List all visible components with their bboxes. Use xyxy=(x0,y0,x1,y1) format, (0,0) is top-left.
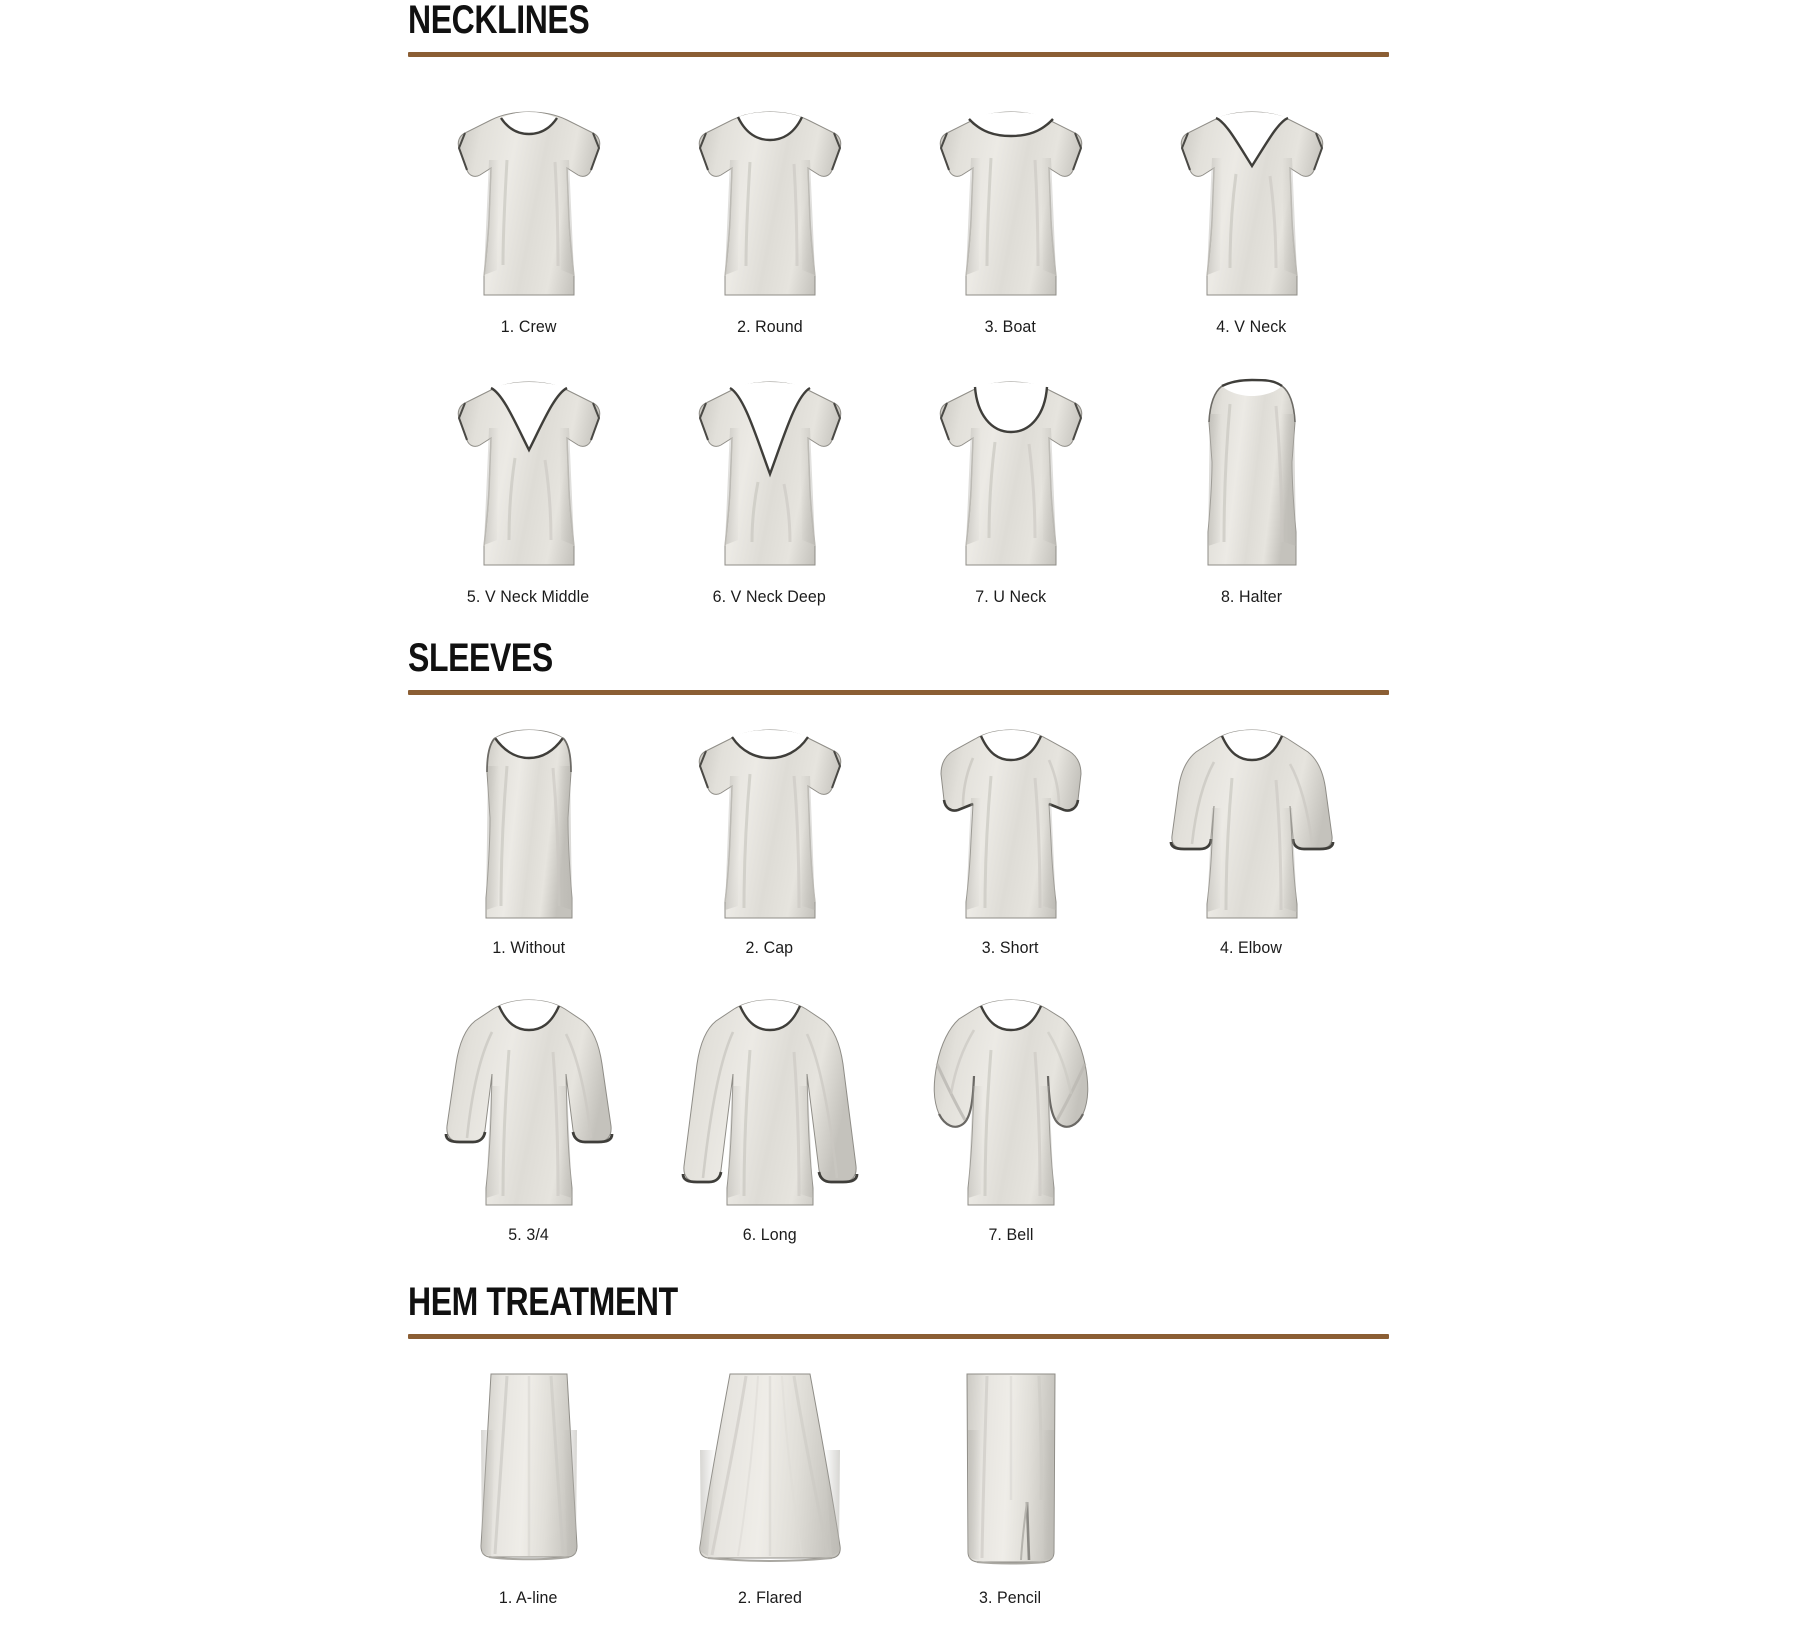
sleeve-three-quarter-icon xyxy=(429,990,629,1205)
section-sleeves xyxy=(0,638,1800,695)
hem-flared-label: 2. Flared xyxy=(737,1588,802,1607)
sleeves-header xyxy=(408,638,1389,695)
sleeve-elbow-icon xyxy=(1152,718,1352,918)
sleeves-divider xyxy=(408,690,1389,695)
neckline-v-neck-middle-label: 5. V Neck Middle xyxy=(467,587,590,606)
neckline-halter-label: 8. Halter xyxy=(1220,587,1283,606)
neckline-item-v-neck[interactable] xyxy=(1131,100,1372,337)
hem-flared-icon xyxy=(670,1370,870,1570)
hem-item-pencil[interactable] xyxy=(890,1370,1131,1608)
neckline-crew-icon xyxy=(429,100,629,295)
sleeve-item-bell[interactable] xyxy=(890,990,1131,1245)
sleeve-three-quarter-label: 5. 3/4 xyxy=(508,1225,549,1244)
sleeves-row-2 xyxy=(408,990,1389,1245)
hem-treatment-divider xyxy=(408,1334,1389,1339)
necklines-title: NECKLINES xyxy=(408,0,590,42)
sleeve-cap-label: 2. Cap xyxy=(745,938,794,957)
neckline-v-neck-label: 4. V Neck xyxy=(1216,317,1287,336)
sleeve-short-icon xyxy=(911,718,1111,918)
sleeve-without-icon xyxy=(429,718,629,918)
sleeves-row-1 xyxy=(408,718,1389,958)
necklines-row-2 xyxy=(408,370,1389,607)
neckline-crew-label: 1. Crew xyxy=(500,317,557,336)
sleeve-item-three-quarter[interactable] xyxy=(408,990,649,1245)
neckline-item-crew[interactable] xyxy=(408,100,649,337)
necklines-divider xyxy=(408,52,1389,57)
neckline-round-icon xyxy=(670,100,870,295)
sleeve-long-icon xyxy=(670,990,870,1205)
neckline-u-neck-icon xyxy=(911,370,1111,565)
sleeve-elbow-label: 4. Elbow xyxy=(1220,938,1283,957)
hem-treatment-row-1 xyxy=(408,1370,1389,1608)
hem-item-flared[interactable] xyxy=(649,1370,890,1608)
hem-pencil-icon xyxy=(911,1370,1111,1570)
neckline-boat-label: 3. Boat xyxy=(984,317,1037,336)
neckline-v-neck-deep-label: 6. V Neck Deep xyxy=(712,587,827,606)
sleeve-item-cap[interactable] xyxy=(649,718,890,958)
neckline-boat-icon xyxy=(911,100,1111,295)
hem-a-line-label: 1. A-line xyxy=(499,1588,558,1607)
necklines-row-1 xyxy=(408,100,1389,337)
sleeves-title: SLEEVES xyxy=(408,636,553,680)
hem-item-a-line[interactable] xyxy=(408,1370,649,1608)
neckline-v-neck-deep-icon xyxy=(670,370,870,565)
neckline-item-v-neck-deep[interactable] xyxy=(649,370,890,607)
sleeve-item-elbow[interactable] xyxy=(1131,718,1372,958)
neckline-item-round[interactable] xyxy=(649,100,890,337)
hem-pencil-label: 3. Pencil xyxy=(979,1588,1042,1607)
neckline-halter-icon xyxy=(1152,370,1352,565)
sleeve-long-label: 6. Long xyxy=(742,1225,797,1244)
neckline-item-halter[interactable] xyxy=(1131,370,1372,607)
sleeve-item-long[interactable] xyxy=(649,990,890,1245)
neckline-round-label: 2. Round xyxy=(736,317,803,336)
sleeve-short-label: 3. Short xyxy=(982,938,1039,957)
sleeve-item-without[interactable] xyxy=(408,718,649,958)
neckline-v-neck-middle-icon xyxy=(429,370,629,565)
sleeve-bell-label: 7. Bell xyxy=(987,1225,1034,1244)
section-necklines xyxy=(0,0,1800,57)
sleeve-cap-icon xyxy=(670,718,870,918)
neckline-item-u-neck[interactable] xyxy=(890,370,1131,607)
neckline-item-v-neck-middle[interactable] xyxy=(408,370,649,607)
necklines-header xyxy=(408,0,1389,57)
sleeve-bell-icon xyxy=(911,990,1111,1205)
sleeve-without-label: 1. Without xyxy=(492,938,565,957)
neckline-u-neck-label: 7. U Neck xyxy=(974,587,1046,606)
hem-treatment-header xyxy=(408,1282,1389,1339)
neckline-item-boat[interactable] xyxy=(890,100,1131,337)
section-hem-treatment xyxy=(0,1282,1800,1339)
sleeve-item-short[interactable] xyxy=(890,718,1131,958)
hem-treatment-title: HEM TREATMENT xyxy=(408,1280,678,1324)
neckline-v-neck-icon xyxy=(1152,100,1352,295)
hem-a-line-icon xyxy=(429,1370,629,1570)
